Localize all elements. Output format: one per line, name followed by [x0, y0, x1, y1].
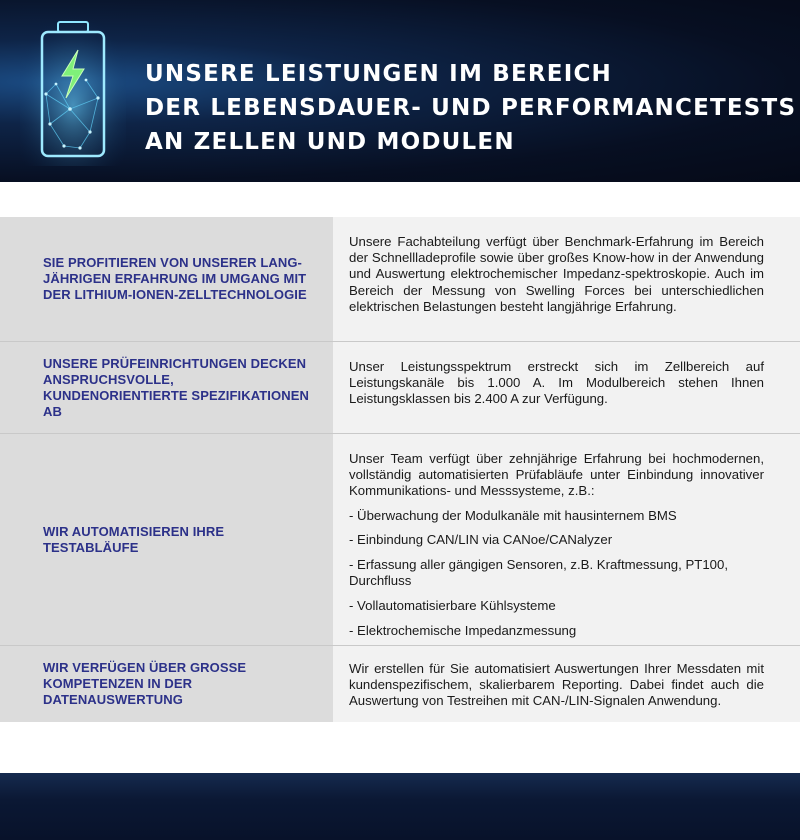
- row-heading: SIE PROFITIEREN VON UNSERER LANG-JÄHRIGEN ERFAHRUNG IM UMGANG MIT DER LITHIUM-IONEN-ZELLTECHNOLOGIE: [43, 255, 307, 302]
- list-item: - Elektrochemische Impedanzmessung: [349, 622, 577, 638]
- table-row: [0, 646, 800, 722]
- row-text: Wir erstellen für Sie automatisiert Auswertungen Ihrer Messdaten mit kundenspezifischem, skalierbarem Reporting. Dabei findet auch die Auswertung von Testreihen mit CAN-/LIN-Signalen Anwendung.: [349, 661, 764, 709]
- list-item: - Einbindung CAN/LIN via CANoe/CANalyzer: [349, 532, 613, 548]
- title-line: DER LEBENSDAUER- UND PERFORMANCETESTS: [145, 95, 797, 121]
- services-table: [0, 217, 800, 722]
- title-line: AN ZELLEN UND MODULEN: [145, 129, 515, 155]
- row-text: Unser Leistungsspektrum erstreckt sich im Zellbereich auf Leistungskanäle bis 1.000 A. Im Modulbereich stehen Ihnen Leistungsklassen bis 2.400 A zur Verfügung.: [349, 359, 764, 407]
- battery-charging-icon: [20, 14, 126, 166]
- row-text-cell: [333, 342, 800, 433]
- row-heading-cell: [0, 434, 333, 645]
- row-heading-cell: [0, 646, 333, 722]
- row-heading-cell: [0, 342, 333, 433]
- footer-band: [0, 773, 800, 840]
- row-heading-cell: [0, 217, 333, 341]
- list-item: - Vollautomatisierbare Kühlsysteme: [349, 597, 556, 613]
- header-banner: [0, 0, 800, 182]
- feature-list: [349, 508, 764, 639]
- row-text: Unser Team verfügt über zehnjährige Erfahrung bei hochmodernen, vollständig automatisierten Prüfabläufe unter Einbindung innovativer Kommunikations- und Messsysteme, z.B.:: [349, 451, 764, 499]
- row-heading: WIR VERFÜGEN ÜBER GROSSE KOMPETENZEN IN DER DATENAUSWERTUNG: [43, 660, 247, 707]
- title-line: UNSERE LEISTUNGEN IM BEREICH: [145, 61, 612, 87]
- page-title: [145, 57, 797, 159]
- row-text-cell: [333, 217, 800, 341]
- table-row: [0, 217, 800, 342]
- table-row: [0, 342, 800, 434]
- table-row: [0, 434, 800, 646]
- list-item: - Überwachung der Modulkanäle mit hausinternem BMS: [349, 507, 677, 523]
- list-item: - Erfassung aller gängigen Sensoren, z.B. Kraftmessung, PT100, Durchfluss: [349, 557, 728, 589]
- row-text-cell: [333, 646, 800, 722]
- row-text: Unsere Fachabteilung verfügt über Benchmark-Erfahrung im Bereich der Schnellladeprofile sowie über großes Know-how in der Anwendung und Auswertung elektrochemischer Impedanz-spektroskopie. Auch im Bereich der Messung von Swelling Forces bei unterschiedlichen elektrischen Belastungen besteht langjährige Erfahrung.: [349, 234, 764, 314]
- row-heading: UNSERE PRÜFEINRICHTUNGEN DECKEN ANSPRUCHSVOLLE, KUNDENORIENTIERTE SPEZIFIKATIONEN AB: [43, 355, 309, 419]
- row-heading: WIR AUTOMATISIEREN IHRE TESTABLÄUFE: [43, 523, 225, 555]
- row-text-cell: [333, 434, 800, 645]
